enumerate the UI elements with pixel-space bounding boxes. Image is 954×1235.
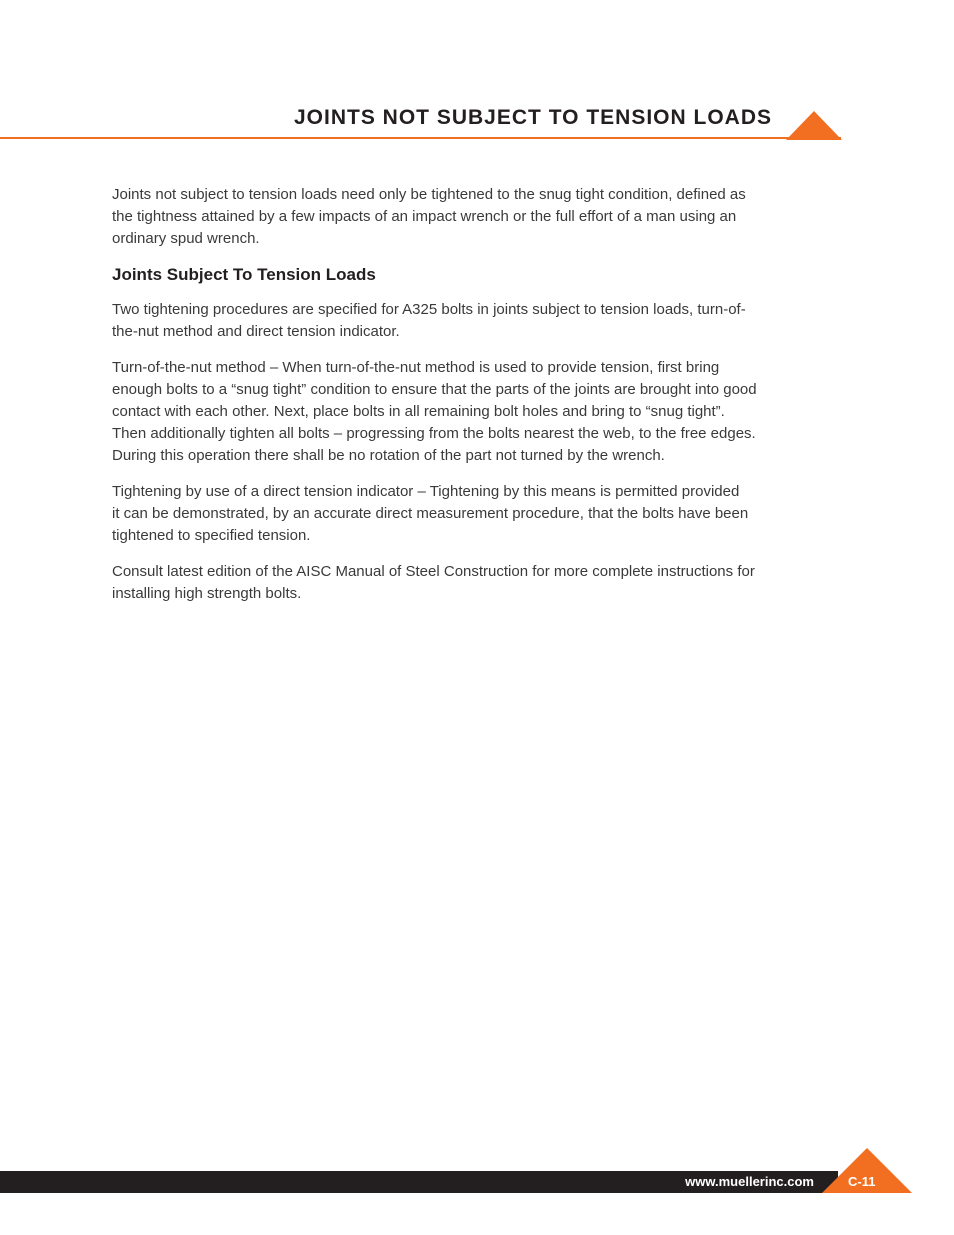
tension-indicator-paragraph: Tightening by use of a direct tension indicator – Tightening by this means is permitted provided it can be demonstrated, by an accurate direct measurement procedure, that the bolts have been tightened to specified tension.: [112, 483, 749, 544]
header-triangle-icon: [786, 111, 842, 140]
turn-of-nut-paragraph: Turn-of-the-nut method – When turn-of-the-nut method is used to provide tension, first bring enough bolts to a “snug tight” condition to ensure that the parts of the joints are brought into good contact with each other. Next, place bolts in all remaining bolt holes and bring to “snug tight”. Then additionally tighten all bolts – progressing from the bolts nearest the web, to the free edges. During this operation there shall be no rotation of the part not turned by the wrench.: [112, 359, 757, 464]
section-heading: Joints Subject To Tension Loads: [112, 265, 376, 284]
main-content: [112, 184, 780, 619]
page-title: JOINTS NOT SUBJECT TO TENSION LOADS: [294, 106, 772, 129]
aisc-reference-paragraph: Consult latest edition of the AISC Manual of Steel Construction for more complete instructions for installing high strength bolts.: [112, 563, 755, 602]
footer-url-link[interactable]: www.muellerinc.com: [685, 1174, 814, 1189]
procedures-paragraph: Two tightening procedures are specified for A325 bolts in joints subject to tension loads, turn-of- the-nut method and direct tension indicator.: [112, 301, 746, 340]
header-divider: [0, 137, 841, 139]
page-number: C-11: [848, 1174, 876, 1189]
intro-paragraph: Joints not subject to tension loads need only be tightened to the snug tight condition, defined as the tightness attained by a few impacts of an impact wrench or the full effort of a man using an ordinary spud wrench.: [112, 186, 746, 247]
